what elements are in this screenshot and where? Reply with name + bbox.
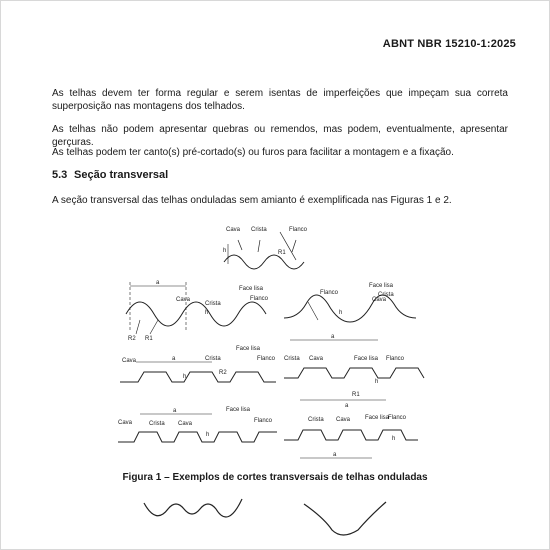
label-h: h	[375, 379, 379, 385]
label-crista: Crista	[308, 417, 324, 423]
profile-row3-left-curve	[118, 432, 277, 442]
profile-row1-left-curve	[126, 302, 266, 326]
label-cava: Cava	[122, 358, 137, 364]
label-h: h	[206, 432, 210, 438]
label-cava: Cava	[309, 356, 324, 362]
label-crista: Crista	[378, 292, 394, 298]
profile-top-small-curve	[224, 255, 304, 269]
label-h: h	[392, 436, 396, 442]
paragraph-defects: As telhas não podem apresentar quebras ou remendos, mas podem, eventualmente, apresentar gerçuras.	[52, 124, 508, 148]
dim-line-r	[308, 302, 318, 320]
label-cava: Cava	[176, 297, 191, 303]
paragraph-precut: As telhas podem ter canto(s) pré-cortado(s) ou furos para facilitar a montagem e a fixação.	[52, 147, 454, 158]
profile-fig2-left-curve	[144, 499, 242, 517]
profile-row1-right-curve	[284, 295, 416, 322]
leader-line	[292, 240, 296, 252]
label-a: a	[331, 334, 335, 340]
label-a: a	[345, 403, 349, 409]
profile-row3-right-curve	[284, 430, 418, 440]
label-a: a	[172, 356, 176, 362]
label-crista: Crista	[205, 356, 221, 362]
figure-caption: Figura 1 – Exemplos de cortes transversais de telhas onduladas	[122, 472, 428, 483]
radius-line	[136, 320, 140, 334]
label-flanco: Flanco	[320, 290, 339, 296]
leader-line	[258, 240, 260, 252]
label-flanco: Flanco	[289, 227, 308, 233]
section-title: Seção transversal	[74, 169, 169, 181]
label-crista: Crista	[149, 421, 165, 427]
label-r2: R2	[219, 370, 227, 376]
label-r2: R2	[128, 336, 136, 342]
label-crista: Crista	[251, 227, 267, 233]
profile-fig2-right-curve	[304, 502, 386, 535]
label-face-lisa: Face lisa	[239, 286, 264, 292]
label-face-lisa: Face lisa	[354, 356, 379, 362]
label-face-lisa: Face lisa	[236, 346, 261, 352]
label-flanco: Flanco	[386, 356, 405, 362]
standard-header: ABNT NBR 15210-1:2025	[382, 38, 516, 50]
label-flanco: Flanco	[254, 418, 273, 424]
label-a: a	[173, 408, 177, 414]
label-face-lisa: Face lisa	[226, 407, 251, 413]
section-number: 5.3	[52, 169, 68, 181]
profile-row1-right	[284, 283, 416, 340]
label-cava: Cava	[226, 227, 241, 233]
profile-row2-right-curve	[284, 368, 424, 378]
label-flanco: Flanco	[257, 356, 276, 362]
label-face-lisa: Face lisa	[369, 283, 394, 289]
figure-2-profiles	[144, 499, 386, 535]
label-cava: Cava	[336, 417, 351, 423]
profile-row1-left	[126, 280, 269, 342]
label-h: h	[205, 310, 209, 316]
label-face-lisa: Face lisa	[365, 415, 390, 421]
profile-row2-left	[120, 346, 276, 382]
profile-row2-right	[284, 356, 424, 409]
label-a: a	[333, 452, 337, 458]
label-flanco: Flanco	[388, 415, 407, 421]
leader-line	[238, 240, 242, 250]
paragraph-cross-section: A seção transversal das telhas onduladas sem amianto é exemplificada nas Figuras 1 e 2.	[52, 195, 452, 206]
profile-row3-left	[118, 407, 277, 442]
profile-top-small	[223, 227, 308, 269]
label-h: h	[183, 374, 187, 380]
label-h: h	[339, 310, 343, 316]
label-r1: R1	[352, 392, 360, 398]
label-r1: R1	[145, 336, 153, 342]
label-crista: Crista	[205, 301, 221, 307]
label-flanco: Flanco	[250, 296, 269, 302]
label-r1: R1	[278, 250, 286, 256]
label-a: a	[156, 280, 160, 286]
label-cava: Cava	[118, 420, 133, 426]
profile-row3-right	[284, 415, 418, 458]
label-cava: Cava	[372, 297, 387, 303]
paragraph-shape: As telhas devem ter forma regular e serem isentas de imperfeições que impeçam sua correta superposição nas montagens dos telhados.	[52, 88, 508, 112]
label-crista: Crista	[284, 356, 300, 362]
label-h: h	[223, 248, 227, 254]
profile-row2-left-curve	[120, 372, 276, 382]
label-cava: Cava	[178, 421, 193, 427]
radius-line	[150, 320, 158, 334]
